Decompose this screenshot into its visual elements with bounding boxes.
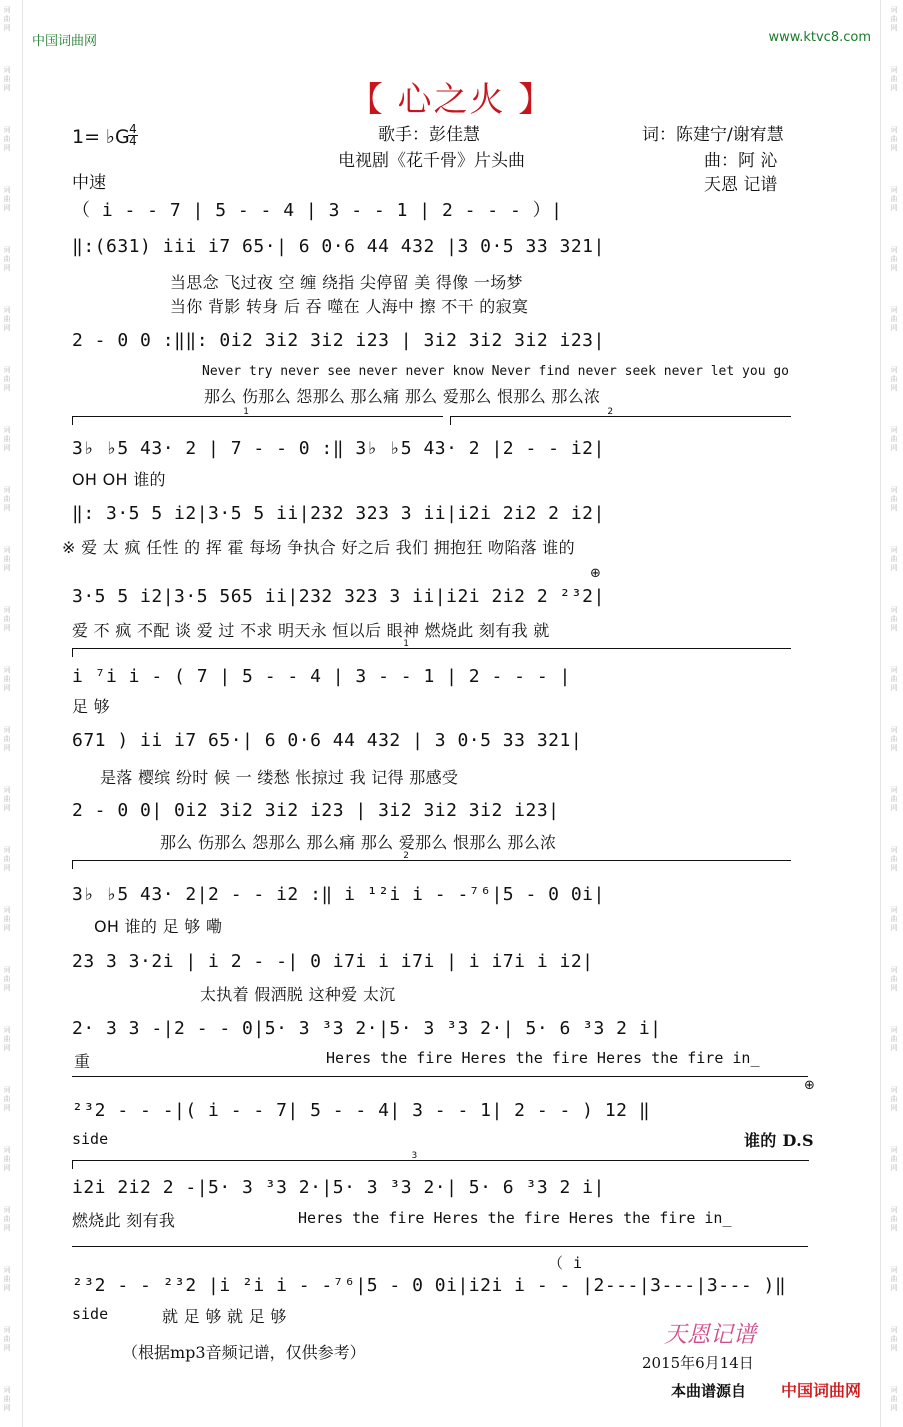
watermark-glyph: 词 曲 网 [3,1326,11,1352]
watermark-glyph: 词 曲 网 [890,786,898,812]
english-lyric-row-13: side [72,1130,109,1148]
score-row-12: 2· 3 3 -|2 - - 0|5· 3 ³3 2·|5· 3 ³3 2·| 5· 6 ³3 2 i| [72,1018,662,1039]
score-row-3: 2 - 0 0 :‖‖: 0i2 3i2 3i2 i23 | 3i2 3i2 3i2 i23| [72,330,605,351]
watermark-glyph: 词 曲 网 [3,666,11,692]
tempo-marking: 中速 [72,173,106,193]
ds-marking: 谁的 D.S [744,1131,814,1150]
left-watermark-strip [0,0,16,1427]
watermark-glyph: 词 曲 网 [890,546,898,572]
lyric-row-11: 太执着 假洒脱 这种爱 太沉 [200,985,396,1004]
disclaimer-note: （根据mp3音频记谱，仅供参考） [122,1343,366,1362]
lyricist-label: 词：陈建宁/谢宥慧 [642,125,784,145]
score-row-11: 23 3 3·2i | i 2 - -| 0 i7i i i7i | i i7i i i2| [72,951,594,972]
transcriber-stamp: 天恩记谱 [664,1322,756,1348]
score-row-5: ‖: 3·5 5 i2|3·5 5 ii|232 323 3 ii|i2i 2i2 2 i2| [72,503,605,524]
singer-label: 歌手：彭佳慧 [378,125,480,145]
watermark-glyph: 词 曲 网 [3,1086,11,1112]
watermark-glyph: 词 曲 网 [3,306,11,332]
score-row-10: 3♭ ♭5 43· 2|2 - - i2 :‖ i ¹²i i - -⁷⁶|5 - 0 0i| [72,884,605,905]
score-row-2: ‖:(631) iii i7 65·| 6 0·6 44 432 |3 0·5 33 321| [72,236,605,257]
watermark-glyph: 词 曲 网 [3,906,11,932]
watermark-glyph: 词 曲 网 [890,1266,898,1292]
watermark-glyph: 词 曲 网 [3,66,11,92]
watermark-glyph: 词 曲 网 [890,1146,898,1172]
source-label: 本曲谱源自 [671,1382,747,1400]
volta-2-bracket-b: 2 [72,860,791,869]
watermark-glyph: 词 曲 网 [890,1206,898,1232]
watermark-glyph: 词 曲 网 [3,126,11,152]
watermark-glyph: 词 曲 网 [890,1386,898,1412]
section-divider-2 [72,1246,808,1247]
final-paren-note: （ i [548,1254,583,1272]
watermark-glyph: 词 曲 网 [890,1326,898,1352]
watermark-glyph: 词 曲 网 [890,846,898,872]
watermark-glyph: 词 曲 网 [890,186,898,212]
lyric-row-5: ※ 爱 太 疯 任性 的 挥 霍 每场 争执合 好之后 我们 拥抱狂 吻陷落 谁的 [62,538,575,557]
lyric-row-2a: 当思念 飞过夜 空 缠 绕指 尖停留 美 得像 一场梦 [170,273,523,292]
watermark-glyph: 词 曲 网 [3,6,11,32]
section-divider-1 [72,1076,808,1077]
site-name-left[interactable]: 中国词曲网 [32,34,98,49]
right-border-line [880,0,881,1427]
coda-mark-1: ⊕ [590,566,601,581]
volta-2-bracket: 2 [450,416,791,425]
volta-1-bracket-b: 1 [72,648,791,657]
coda-mark-2: ⊕ [804,1078,815,1093]
song-title: 【 心之火 】 [348,80,555,120]
english-lyric-row-12: Heres the fire Heres the fire Heres the fire in_ [326,1049,760,1067]
triplet-bracket-3: 3 [72,1160,809,1169]
lyric-row-15: 就 足 够 就 足 够 [162,1307,287,1326]
time-signature [128,124,138,147]
transcription-date: 2015年6月14日 [642,1354,754,1372]
lyric-row-9: 那么 伤那么 怨那么 那么痛 那么 爱那么 恨那么 那么浓 [160,833,557,852]
watermark-glyph: 词 曲 网 [3,486,11,512]
watermark-glyph: 词 曲 网 [3,246,11,272]
source-site-link[interactable]: 中国词曲网 [781,1381,862,1400]
lyric-row-14: 燃烧此 刻有我 [72,1211,176,1230]
score-row-14: i2i 2i2 2 -|5· 3 ³3 2·|5· 3 ³3 2·| 5· 6 ³3 2 i| [72,1177,605,1198]
watermark-glyph: 词 曲 网 [3,366,11,392]
watermark-glyph: 词 曲 网 [890,1026,898,1052]
watermark-glyph: 词 曲 网 [3,846,11,872]
watermark-glyph: 词 曲 网 [890,126,898,152]
english-lyric-row-15: side [72,1305,109,1323]
site-url-right[interactable]: www.ktvc8.com [768,30,871,45]
watermark-glyph: 词 曲 网 [3,1266,11,1292]
lyric-row-8: 是落 樱缤 纷时 候 一 缕愁 怅掠过 我 记得 那感受 [100,768,459,787]
watermark-glyph: 词 曲 网 [3,186,11,212]
key-signature: 1= ♭G [72,126,130,148]
watermark-glyph: 词 曲 网 [3,1026,11,1052]
watermark-glyph: 词 曲 网 [890,726,898,752]
score-row-6: 3·5 5 i2|3·5 565 ii|232 323 3 ii|i2i 2i2 2 ²³2| [72,586,605,607]
transcriber-label: 天恩 记谱 [704,175,778,195]
score-row-7: i ⁷i i - ( 7 | 5 - - 4 | 3 - - 1 | 2 - - - | [72,666,571,687]
lyric-row-6: 爱 不 疯 不配 谈 爱 过 不求 明天永 恒以后 眼神 燃烧此 刻有我 就 [72,621,550,640]
lyric-row-10: OH 谁的 足 够 嘞 [94,917,223,936]
english-lyric-row-14: Heres the fire Heres the fire Heres the fire in_ [298,1209,732,1227]
lyric-row-7: 足 够 [72,697,110,716]
time-numerator: 4 [129,122,137,136]
watermark-glyph: 词 曲 网 [3,546,11,572]
watermark-glyph: 词 曲 网 [890,906,898,932]
left-border-line [22,0,23,1427]
score-row-15: ²³2 - - ²³2 |i ²i i - -⁷⁶|5 - 0 0i|i2i i - - |2---|3---|3--- )‖ [72,1275,787,1296]
watermark-glyph: 词 曲 网 [890,66,898,92]
score-row-9: 2 - 0 0| 0i2 3i2 3i2 i23 | 3i2 3i2 3i2 i23| [72,800,560,821]
score-row-8: 671 ) ii i7 65·| 6 0·6 44 432 | 3 0·5 33 321| [72,730,583,751]
right-watermark-strip [887,0,903,1427]
watermark-glyph: 词 曲 网 [890,486,898,512]
time-denominator: 4 [129,134,137,148]
lyric-row-3: 那么 伤那么 怨那么 那么痛 那么 爱那么 恨那么 那么浓 [204,387,601,406]
watermark-glyph: 词 曲 网 [890,366,898,392]
score-row-13: ²³2 - - -|( i - - 7| 5 - - 4| 3 - - 1| 2 - - ) 12 ‖ [72,1100,651,1121]
watermark-glyph: 词 曲 网 [890,6,898,32]
english-lyric-row-3: Never try never see never never know Never find never seek never let you go [202,364,789,379]
watermark-glyph: 词 曲 网 [3,426,11,452]
lyric-row-4: OH OH 谁的 [72,470,166,489]
watermark-glyph: 词 曲 网 [890,246,898,272]
watermark-glyph: 词 曲 网 [3,1206,11,1232]
watermark-glyph: 词 曲 网 [3,1146,11,1172]
score-row-1: （ i - - 7 | 5 - - 4 | 3 - - 1 | 2 - - - ）| [72,200,563,221]
watermark-glyph: 词 曲 网 [3,786,11,812]
watermark-glyph: 词 曲 网 [890,426,898,452]
watermark-glyph: 词 曲 网 [890,666,898,692]
lyric-row-2b: 当你 背影 转身 后 吞 噬在 人海中 擦 不干 的寂寞 [170,297,529,316]
composer-label: 曲：阿 沁 [704,151,778,171]
score-row-4: 3♭ ♭5 43· 2 | 7 - - 0 :‖ 3♭ ♭5 43· 2 |2 - - i2| [72,438,605,459]
watermark-glyph: 词 曲 网 [890,1086,898,1112]
watermark-glyph: 词 曲 网 [3,1386,11,1412]
watermark-glyph: 词 曲 网 [3,726,11,752]
watermark-glyph: 词 曲 网 [3,606,11,632]
source-label: 电视剧《花千骨》片头曲 [338,151,525,171]
watermark-glyph: 词 曲 网 [890,966,898,992]
volta-1-bracket: 1 [72,416,443,425]
lyric-row-12: 重 [74,1052,91,1071]
watermark-glyph: 词 曲 网 [3,966,11,992]
watermark-glyph: 词 曲 网 [890,606,898,632]
watermark-glyph: 词 曲 网 [890,306,898,332]
